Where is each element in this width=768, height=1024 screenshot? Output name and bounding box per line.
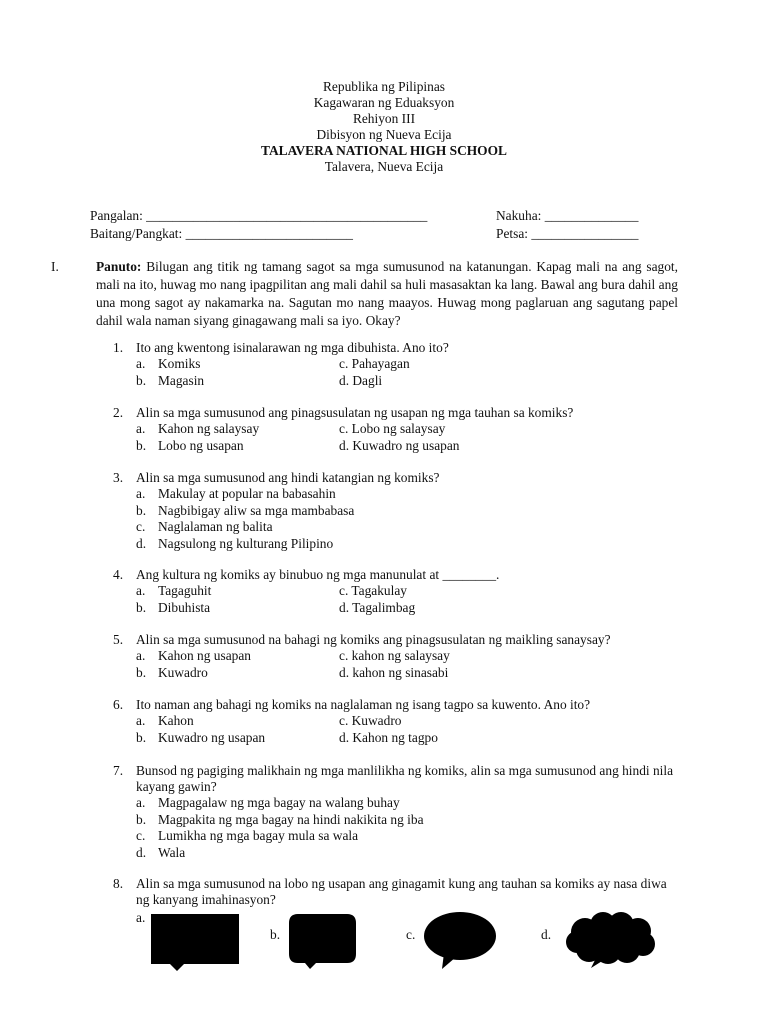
option-d[interactable]: d. Nagsulong ng kulturang Pilipino [136, 535, 334, 551]
options [136, 486, 683, 552]
option-d[interactable]: d. Kahon ng tagpo [339, 729, 438, 745]
question-1 [113, 340, 683, 389]
rounded-bubble-icon[interactable] [288, 913, 358, 971]
option-b[interactable]: b. Kuwadro ng usapan [136, 729, 266, 745]
option-a[interactable]: a. Kahon ng salaysay [136, 421, 260, 436]
question-4 [113, 567, 683, 616]
question-number: 6. [113, 697, 124, 712]
question-6 [113, 697, 683, 746]
question-number: 3. [113, 470, 124, 485]
option-b[interactable]: b. Magasin [136, 372, 205, 388]
option-c[interactable]: c. kahon ng salaysay [339, 648, 450, 663]
option-c[interactable]: c. Pahayagan [339, 356, 410, 371]
question-text: Alin sa mga sumusunod ang pinagsusulatan ng usapan ng mga tauhan sa komiks? [136, 405, 574, 420]
question-text: Bunsod ng pagiging malikhain ng mga manlilikha ng komiks, alin sa mga sumusunod ang hindi nila kayang gawin? [136, 763, 674, 794]
school-name: TALAVERA NATIONAL HIGH SCHOOL [261, 143, 507, 158]
option-d[interactable]: d. Kuwadro ng usapan [339, 437, 460, 453]
question-5 [113, 632, 683, 681]
option-b[interactable]: b. Lobo ng usapan [136, 437, 244, 453]
thought-cloud-bubble-icon[interactable] [563, 912, 658, 972]
option-c[interactable]: c. Lobo ng salaysay [339, 421, 446, 436]
question-7 [113, 763, 683, 861]
options [136, 713, 683, 746]
question-text: Ang kultura ng komiks ay binubuo ng mga manunulat at ________. [136, 567, 500, 582]
option-a[interactable]: a. Komiks [136, 356, 201, 371]
option-c[interactable]: c. Tagakulay [339, 583, 407, 598]
question-number: 2. [113, 405, 124, 420]
oval-bubble-icon[interactable] [422, 911, 498, 971]
question-2 [113, 405, 683, 454]
division-line: Dibisyon ng Nueva Ecija [316, 127, 452, 142]
section-numeral: I. [51, 259, 59, 274]
option-c[interactable]: c. Lumikha ng mga bagay mula sa wala [136, 828, 359, 843]
option-c[interactable]: c. Kuwadro [339, 713, 402, 728]
option-b-label[interactable]: b. [270, 927, 281, 942]
region-line: Rehiyon III [352, 111, 416, 126]
question-text: Ito ang kwentong isinalarawan ng mga dibuhista. Ano ito? [136, 340, 449, 355]
options [136, 356, 683, 389]
score-field[interactable]: Nakuha: ______________ [496, 208, 639, 223]
school-location: Talavera, Nueva Ecija [324, 159, 444, 174]
directions [96, 258, 678, 330]
option-b[interactable]: b. Dibuhista [136, 599, 211, 615]
option-d[interactable]: d. Wala [136, 844, 186, 860]
option-a[interactable]: a. Tagaguhit [136, 583, 212, 598]
date-field[interactable]: Petsa: ________________ [496, 226, 639, 241]
question-number: 8. [113, 876, 124, 891]
rectangle-bubble-icon[interactable] [150, 913, 240, 973]
option-a[interactable]: a. Kahon [136, 713, 194, 728]
directions-text: Bilugan ang titik ng tamang sagot sa mga sumusunod na katanungan. Kapag mali na ang sagot, mali na ito, huwag mo nang ipagpilitan ang mali dahil sa huli masasaktan ka lang. Bawal ang bura dahil ang una mong sagot ay nakamarka na. Sagutan mo nang maayos. Huwag mong paglaruan ang sagutang papel dahil wala naman siyang ginagawang mali sa iyo. Okay? [96, 259, 678, 328]
option-c-label[interactable]: c. [406, 927, 416, 942]
options [136, 583, 683, 616]
document-header [0, 79, 768, 175]
option-b[interactable]: b. Magpakita ng mga bagay na hindi nakikita ng iba [136, 811, 424, 827]
option-a[interactable]: a. Magpagalaw ng mga bagay na walang buhay [136, 795, 400, 810]
option-d[interactable]: d. Tagalimbag [339, 599, 416, 615]
question-text: Alin sa mga sumusunod na bahagi ng komiks ang pinagsusulatan ng maikling sanaysay? [136, 632, 611, 647]
option-a[interactable]: a. Makulay at popular na babasahin [136, 486, 336, 501]
question-number: 7. [113, 763, 124, 778]
question-text: Alin sa mga sumusunod na lobo ng usapan ang ginagamit kung ang tauhan sa komiks ay nasa diwa ng kanyang imahinasyon? [136, 876, 667, 907]
option-d-label[interactable]: d. [541, 927, 552, 942]
option-d[interactable]: d. Dagli [339, 372, 383, 388]
country-line: Republika ng Pilipinas [323, 79, 445, 94]
directions-title: Panuto: [96, 259, 142, 274]
name-field[interactable]: Pangalan: __________________________________________ [90, 208, 428, 223]
option-b[interactable]: b. Nagbibigay aliw sa mga mambabasa [136, 502, 355, 518]
question-text: Alin sa mga sumusunod ang hindi katangian ng komiks? [136, 470, 440, 485]
option-d[interactable]: d. kahon ng sinasabi [339, 664, 449, 680]
question-8 [113, 876, 683, 908]
option-a[interactable]: a. Kahon ng usapan [136, 648, 251, 663]
question-number: 1. [113, 340, 124, 355]
option-a-label[interactable]: a. [136, 910, 146, 925]
options [136, 795, 683, 861]
question-number: 5. [113, 632, 124, 647]
option-c[interactable]: c. Naglalaman ng balita [136, 519, 273, 534]
options [136, 421, 683, 454]
options [136, 648, 683, 681]
question-number: 4. [113, 567, 124, 582]
question-3 [113, 470, 683, 552]
option-b[interactable]: b. Kuwadro [136, 664, 208, 680]
question-text: Ito naman ang bahagi ng komiks na naglalaman ng isang tagpo sa kuwento. Ano ito? [136, 697, 591, 712]
department-line: Kagawaran ng Eduaksyon [313, 95, 455, 110]
grade-section-field[interactable]: Baitang/Pangkat: _________________________ [90, 226, 353, 241]
